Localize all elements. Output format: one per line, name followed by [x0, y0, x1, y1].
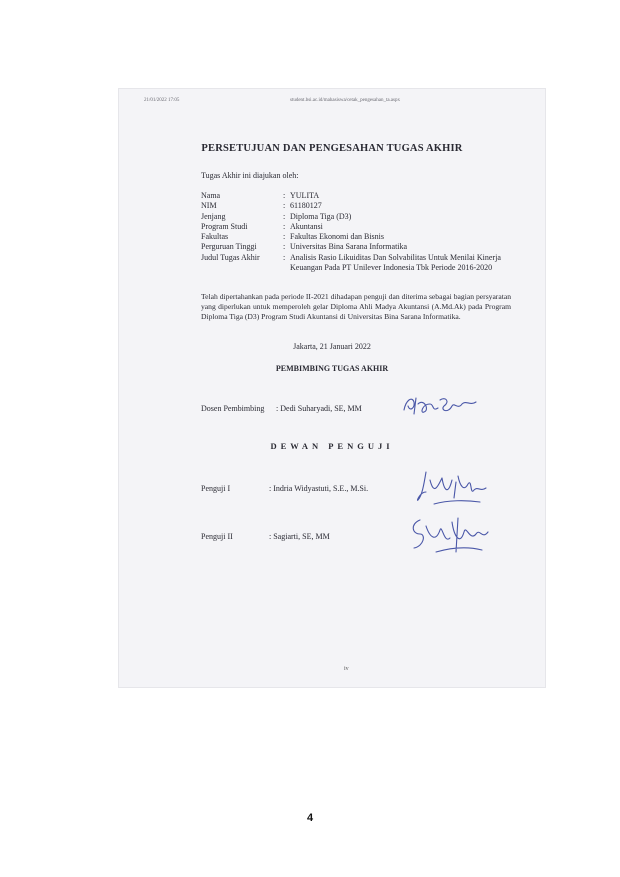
- field-colon: :: [283, 232, 286, 242]
- field-colon: :: [283, 201, 286, 211]
- page-number: 4: [306, 812, 314, 824]
- field-value: Diploma Tiga (D3): [290, 211, 352, 221]
- pembimbing-row: [201, 404, 362, 413]
- pembimbing-signature: [400, 390, 480, 420]
- penguji-colon: :: [269, 484, 274, 493]
- penguji-1-signature: [414, 466, 494, 508]
- penguji-colon: :: [269, 532, 274, 541]
- field-value: YULITA: [290, 191, 320, 200]
- field-value: Akuntansi: [290, 221, 323, 231]
- penguji-row: [201, 484, 368, 493]
- scan-page-number: iv: [344, 666, 349, 672]
- print-url: student.bsi.ac.id/mahasiswa/cetak_pengesahan_ta.aspx: [290, 98, 400, 103]
- document-title: PERSETUJUAN DAN PENGESAHAN TUGAS AKHIR: [201, 143, 463, 154]
- field-label: Judul Tugas Akhir: [201, 252, 260, 262]
- pembimbing-colon: :: [276, 404, 281, 413]
- penguji-name: Indria Widyastuti, S.E., M.Si.: [273, 484, 369, 493]
- field-value: 61180127: [290, 201, 322, 211]
- dewan-heading: DEWAN PENGUJI: [270, 441, 394, 451]
- penguji-label: Penguji II: [201, 532, 233, 541]
- statement-paragraph: Telah dipertahankan pada periode II-2021 dihadapan penguji dan diterima sebagai bagian persyaratan yang diperlukan untuk memperoleh gelar Diploma Ahli Madya Akuntansi (A.Md.Ak) pada Program Diploma Tiga (D3) Program Studi Akuntansi di Universitas Bina Sarana Informatika.: [201, 292, 511, 322]
- scanned-document: [118, 88, 546, 688]
- intro-text: Tugas Akhir ini diajukan oleh:: [201, 171, 299, 180]
- field-value: Universitas Bina Sarana Informatika: [290, 242, 408, 252]
- field-label: Perguruan Tinggi: [201, 242, 257, 252]
- field-label: Fakultas: [201, 232, 229, 242]
- penguji-row: [201, 532, 330, 541]
- penguji-label: Penguji I: [201, 484, 231, 493]
- pembimbing-label: Dosen Pembimbing: [201, 404, 265, 413]
- field-value: Analisis Rasio Likuiditas Dan Solvabilitas Untuk Menilai Kinerja Keuangan Pada PT Unilever Indonesia Tbk Periode 2016-2020: [290, 252, 501, 273]
- field-colon: :: [283, 242, 286, 252]
- field-label: Program Studi: [201, 221, 248, 231]
- field-colon: :: [283, 211, 286, 221]
- field-colon: :: [283, 252, 286, 262]
- field-value: Fakultas Ekonomi dan Bisnis: [290, 232, 384, 242]
- place-date: Jakarta, 21 Januari 2022: [293, 342, 371, 351]
- field-label: Nama: [201, 191, 221, 200]
- penguji-2-signature: [406, 512, 496, 556]
- pembimbing-name: Dedi Suharyadi, SE, MM: [280, 404, 362, 413]
- print-date: 21/01/2022 17:05: [144, 98, 180, 103]
- penguji-name: Sagiarti, SE, MM: [273, 532, 330, 541]
- field-label: NIM: [201, 201, 217, 211]
- field-colon: :: [283, 221, 286, 231]
- field-label: Jenjang: [201, 211, 226, 221]
- pembimbing-heading: PEMBIMBING TUGAS AKHIR: [275, 364, 389, 373]
- field-colon: :: [283, 191, 286, 200]
